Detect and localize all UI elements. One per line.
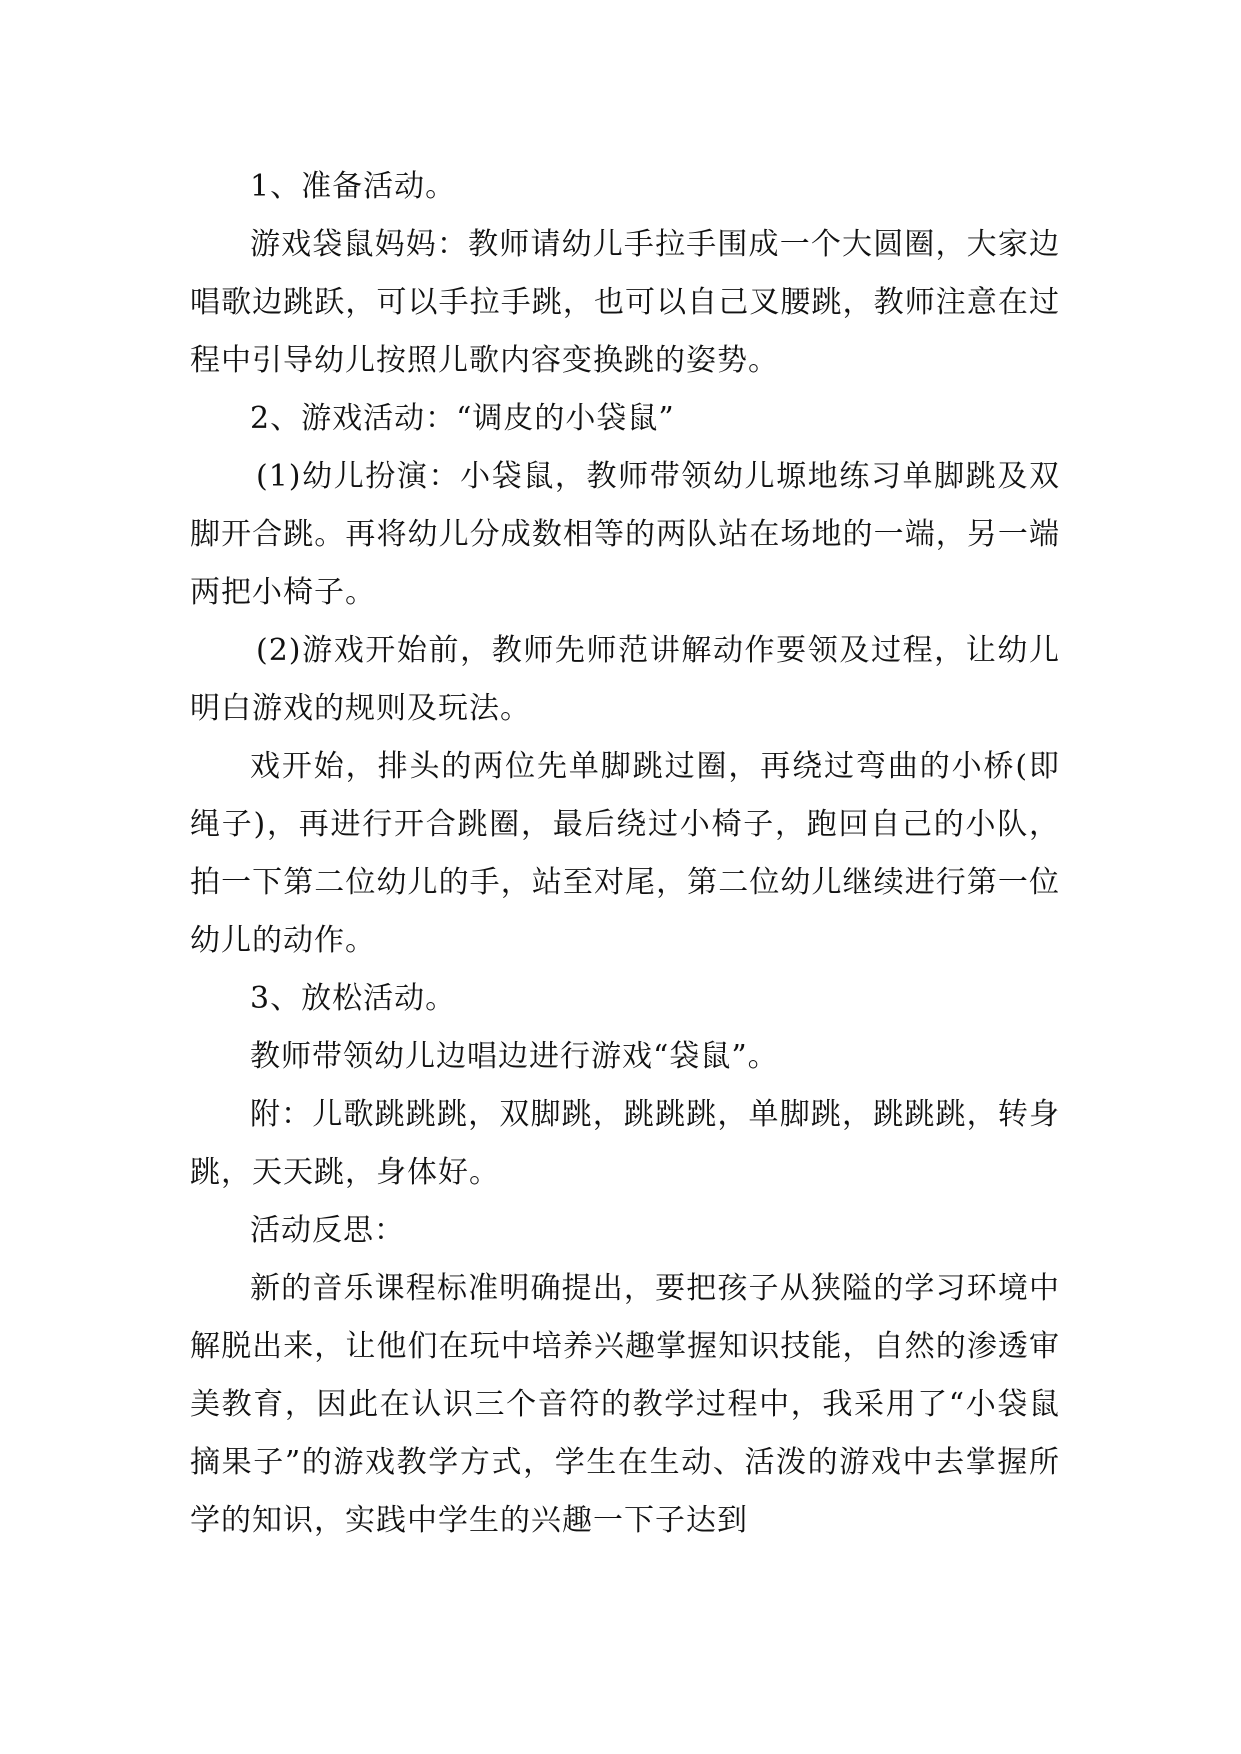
paragraph-step-2: (2)游戏开始前，教师先师范讲解动作要领及过程，让幼儿明白游戏的规则及玩法。 [190,633,1060,726]
paragraph-kangaroo-mother-game: 游戏袋鼠妈妈：教师请幼儿手拉手围成一个大圆圈，大家边唱歌边跳跃，可以手拉手跳，也可以自己叉腰跳，教师注意在过程中引导幼儿按照儿歌内容变换跳的姿势。 [190,227,1060,378]
paragraph-game-activity-heading: 2、游戏活动：“调皮的小袋鼠” [250,401,675,436]
paragraph-game-process: 戏开始，排头的两位先单脚跳过圈，再绕过弯曲的小桥(即绳子)，再进行开合跳圈，最后绕过小椅子，跑回自己的小队，拍一下第二位幼儿的手，站至对尾，第二位幼儿继续进行第一位幼儿的动作。 [190,749,1060,958]
paragraph-reflection-heading: 活动反思： [250,1213,405,1248]
document-page [190,158,1060,1550]
paragraph-relax-heading: 3、放松活动。 [250,981,457,1016]
paragraph-reflection-body: 新的音乐课程标准明确提出，要把孩子从狭隘的学习环境中解脱出来，让他们在玩中培养兴趣掌握知识技能，自然的渗透审美教育，因此在认识三个音符的教学过程中，我采用了“小袋鼠摘果子”的游戏教学方式，学生在生动、活泼的游戏中去掌握所学的知识，实践中学生的兴趣一下子达到 [190,1271,1060,1538]
paragraph-relax-game: 教师带领幼儿边唱边进行游戏“袋鼠”。 [250,1039,779,1074]
paragraph-preparation-heading: 1、准备活动。 [250,169,457,204]
paragraph-nursery-rhyme: 附：儿歌跳跳跳，双脚跳，跳跳跳，单脚跳，跳跳跳，转身跳，天天跳，身体好。 [190,1097,1060,1190]
paragraph-step-1: (1)幼儿扮演：小袋鼠，教师带领幼儿塬地练习单脚跳及双脚开合跳。再将幼儿分成数相等的两队站在场地的一端，另一端两把小椅子。 [190,459,1060,610]
